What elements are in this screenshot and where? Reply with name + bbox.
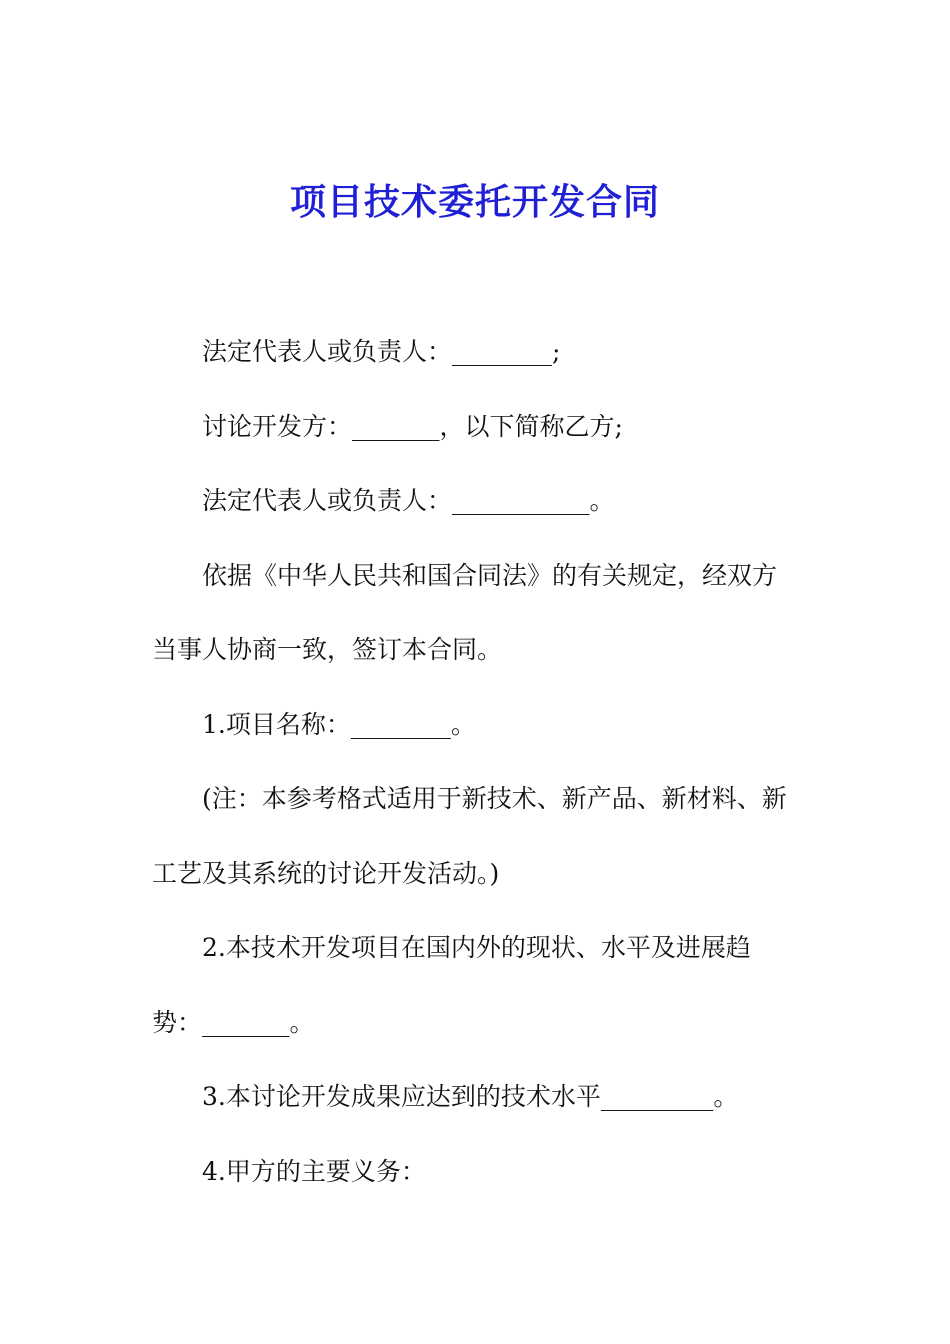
document-title: 项目技术委托开发合同 <box>289 181 660 223</box>
line-legal-basis: 依据《中华人民共和国合同法》的有关规定，经双方 <box>202 560 778 590</box>
line-legal-basis-continued: 当事人协商一致，签订本合同。 <box>152 635 503 664</box>
line-note-continued: 工艺及其系统的讨论开发活动。) <box>152 858 500 888</box>
line-party-a-obligations: 4.甲方的主要义务： <box>202 1156 426 1186</box>
line-technical-level: 3.本讨论开发成果应达到的技术水平_________。 <box>202 1082 739 1111</box>
line-status-trend-continued: 势：_______。 <box>152 1007 315 1037</box>
document-body <box>152 330 812 1224</box>
line-note: (注：本参考格式适用于新技术、新产品、新材料、新 <box>202 784 787 813</box>
line-developer-party: 讨论开发方：_______，以下简称乙方; <box>202 411 623 441</box>
line-status-trend: 2.本技术开发项目在国内外的现状、水平及进展趋 <box>202 933 751 962</box>
line-legal-representative-2: 法定代表人或负责人：___________。 <box>202 486 615 515</box>
line-project-name: 1.项目名称：________。 <box>202 709 476 739</box>
line-legal-representative-1: 法定代表人或负责人：________; <box>202 337 561 366</box>
